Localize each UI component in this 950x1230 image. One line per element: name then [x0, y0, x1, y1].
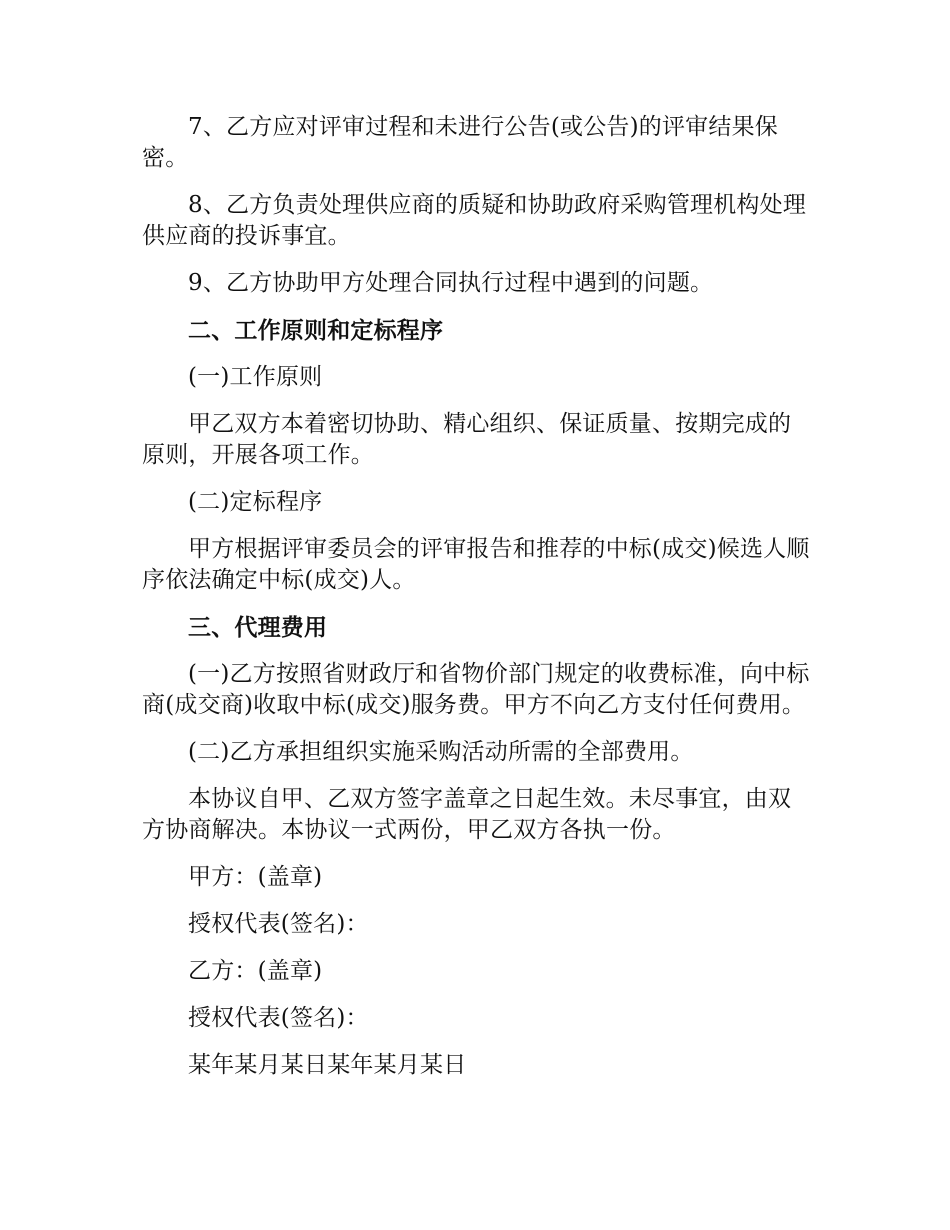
- section-heading-principles: 二、工作原则和定标程序: [188, 317, 444, 344]
- party-b-signature: 授权代表(签名)：: [188, 1005, 369, 1031]
- party-b-seal: 乙方：(盖章): [188, 958, 323, 984]
- award-procedure-text: 甲方根据评审委员会的评审报告和推荐的中标(成交)候选人顺序依法确定中标(成交)人。: [142, 536, 810, 593]
- signing-dates: 某年某月某日某年某月某日: [188, 1052, 467, 1078]
- section-heading-fees: 三、代理费用: [188, 614, 328, 641]
- work-principles-text: 甲乙双方本着密切协助、精心组织、保证质量、按期完成的原则，开展各项工作。: [142, 411, 792, 468]
- fees-item-2: (二)乙方承担组织实施采购活动所需的全部费用。: [188, 739, 694, 765]
- fees-item-1: (一)乙方按照省财政厅和省物价部门规定的收费标准，向中标商(成交商)收取中标(成交)服务费。甲方不向乙方支付任何费用。: [142, 661, 810, 718]
- party-a-seal: 甲方：(盖章): [188, 864, 323, 890]
- effective-clause: 本协议自甲、乙双方签字盖章之日起生效。未尽事宜，由双方协商解决。本协议一式两份，甲乙双方各执一份。: [142, 786, 792, 843]
- clause-9: 9、乙方协助甲方处理合同执行过程中遇到的问题。: [188, 270, 714, 296]
- clause-7: 7、乙方应对评审过程和未进行公告(或公告)的评审结果保密。: [142, 114, 778, 171]
- subsection-work-principles: (一)工作原则: [188, 364, 323, 390]
- document-page: [142, 112, 814, 1097]
- subsection-award-procedure: (二)定标程序: [188, 489, 323, 515]
- party-a-signature: 授权代表(签名)：: [188, 911, 369, 937]
- clause-8: 8、乙方负责处理供应商的质疑和协助政府采购管理机构处理供应商的投诉事宜。: [142, 192, 807, 249]
